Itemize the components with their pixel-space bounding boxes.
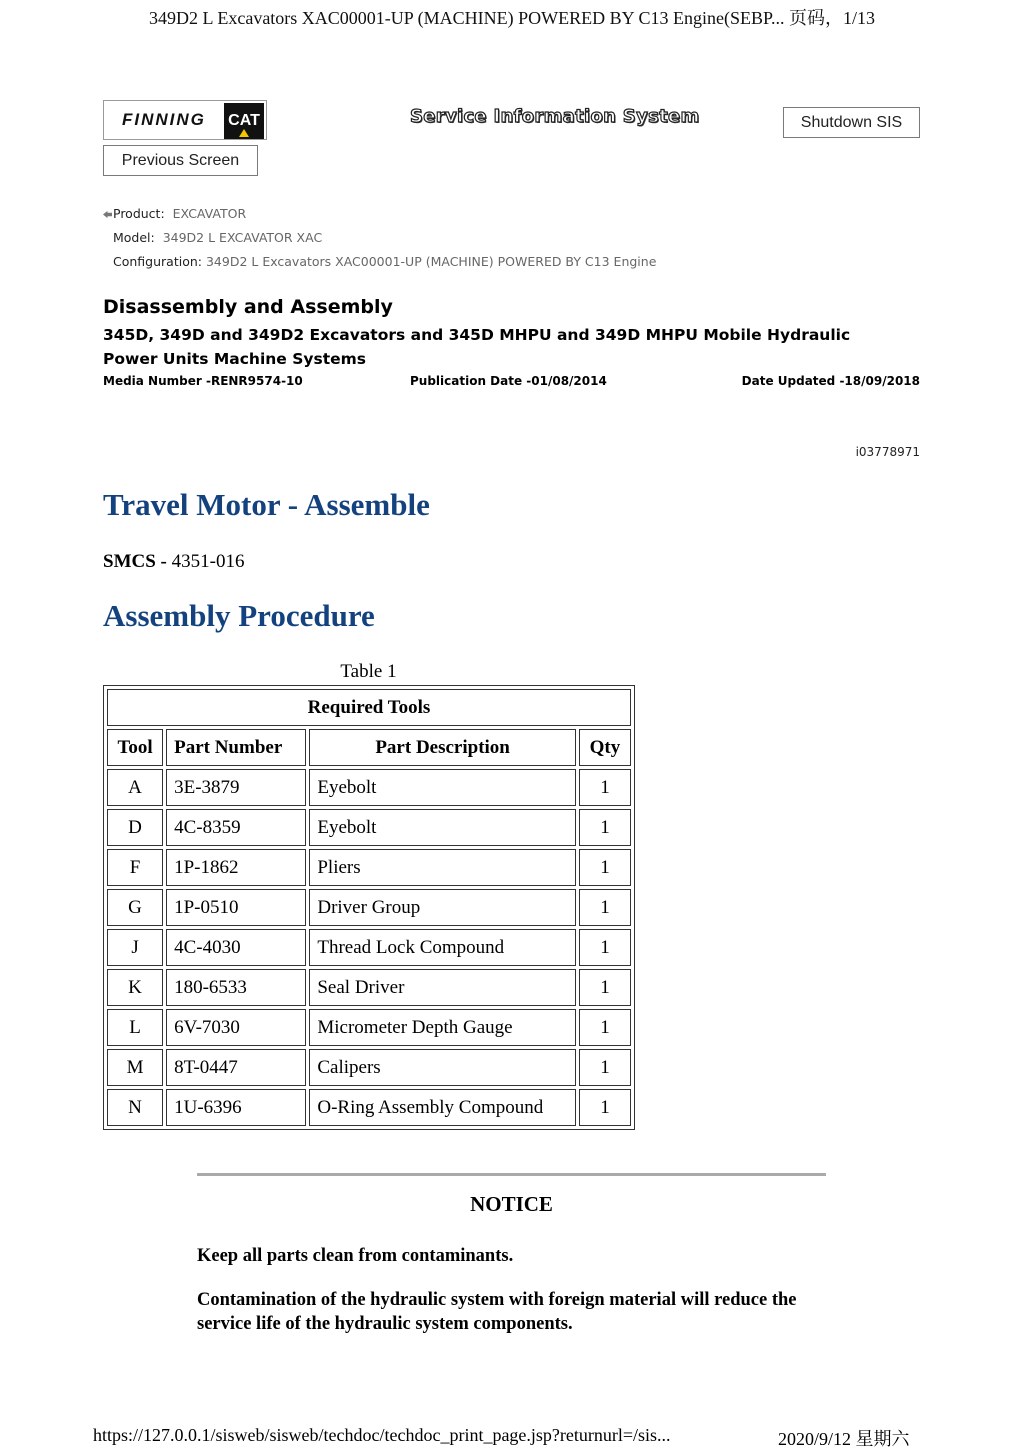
finning-cat-logo [103, 100, 267, 140]
cell-part-description: Eyebolt [309, 769, 576, 806]
cell-part-description: Seal Driver [309, 969, 576, 1006]
column-header-qty: Qty [579, 729, 631, 766]
notice-paragraph-2: Contamination of the hydraulic system with foreign material will reduce the service life of the hydraulic system components. [197, 1290, 797, 1334]
cell-tool: L [107, 1009, 163, 1046]
column-header-tool: Tool [107, 729, 163, 766]
cell-qty: 1 [579, 1009, 631, 1046]
notice-heading: NOTICE [470, 1192, 553, 1216]
print-header: 349D2 L Excavators XAC00001-UP (MACHINE) POWERED BY C13 Engine(SEBP... 页码，1/13 [149, 8, 875, 28]
table-row [107, 769, 631, 806]
smcs-value: 4351-016 [171, 551, 245, 572]
cell-qty: 1 [579, 1089, 631, 1126]
configuration-value: 349D2 L Excavators XAC00001-UP (MACHINE) POWERED BY C13 Engine [205, 254, 657, 269]
table-row [107, 849, 631, 886]
cell-tool: K [107, 969, 163, 1006]
cell-tool: N [107, 1089, 163, 1126]
cell-qty: 1 [579, 889, 631, 926]
publication-date: Publication Date -01/08/2014 [410, 374, 607, 388]
table-row [107, 889, 631, 926]
cell-part-number: 4C-4030 [166, 929, 306, 966]
arrow-left-icon [103, 210, 112, 219]
product-value: EXCAVATOR [172, 206, 247, 221]
table-row [107, 1089, 631, 1126]
footer-date: 2020/9/12 星期六 [778, 1429, 910, 1449]
smcs-label: SMCS - [103, 551, 167, 572]
cell-qty: 1 [579, 809, 631, 846]
cell-part-number: 1U-6396 [166, 1089, 306, 1126]
cell-qty: 1 [579, 969, 631, 1006]
cell-tool: A [107, 769, 163, 806]
cell-part-description: Thread Lock Compound [309, 929, 576, 966]
product-line [103, 206, 246, 221]
cell-part-description: Calipers [309, 1049, 576, 1086]
cell-part-description: O-Ring Assembly Compound [309, 1089, 576, 1126]
sis-title: Service Information System [410, 106, 700, 127]
media-number: Media Number -RENR9574-10 [103, 374, 303, 388]
cell-qty: 1 [579, 849, 631, 886]
configuration-line [113, 254, 656, 269]
column-header-part-number: Part Number [166, 729, 306, 766]
cell-part-number: 6V-7030 [166, 1009, 306, 1046]
page-title: Travel Motor - Assemble [103, 487, 430, 522]
smcs-line [103, 551, 244, 573]
configuration-label: Configuration: [113, 254, 202, 269]
table-row [107, 969, 631, 1006]
table-header-row [107, 729, 631, 766]
cell-part-number: 180-6533 [166, 969, 306, 1006]
notice-paragraph-1: Keep all parts clean from contaminants. [197, 1246, 514, 1266]
product-label: Product: [113, 206, 165, 221]
required-tools-table [103, 685, 635, 1130]
table-caption: Table 1 [340, 661, 397, 682]
cell-qty: 1 [579, 1049, 631, 1086]
table-title-row [107, 689, 631, 726]
cat-triangle-icon [239, 129, 249, 137]
cell-part-description: Eyebolt [309, 809, 576, 846]
footer-url: https://127.0.0.1/sisweb/sisweb/techdoc/techdoc_print_page.jsp?returnurl=/sis... [93, 1425, 671, 1445]
model-value: 349D2 L EXCAVATOR XAC [162, 230, 323, 245]
cell-tool: F [107, 849, 163, 886]
table-row [107, 1009, 631, 1046]
column-header-part-description: Part Description [309, 729, 576, 766]
previous-screen-button[interactable]: Previous Screen [103, 145, 258, 176]
table-row [107, 809, 631, 846]
document-subtitle: 345D, 349D and 349D2 Excavators and 345D MHPU and 349D MHPU Mobile Hydraulic Power Units Machine Systems [103, 326, 851, 368]
document-id: i03778971 [855, 445, 920, 459]
cell-tool: G [107, 889, 163, 926]
cell-part-number: 8T-0447 [166, 1049, 306, 1086]
model-line [113, 230, 322, 245]
table-title: Required Tools [107, 689, 631, 726]
cell-tool: J [107, 929, 163, 966]
section-heading: Disassembly and Assembly [103, 296, 393, 318]
cell-part-number: 3E-3879 [166, 769, 306, 806]
cell-part-description: Pliers [309, 849, 576, 886]
cell-qty: 1 [579, 929, 631, 966]
procedure-heading: Assembly Procedure [103, 598, 375, 633]
table-row [107, 1049, 631, 1086]
model-label: Model: [113, 230, 155, 245]
cell-qty: 1 [579, 769, 631, 806]
cell-part-description: Micrometer Depth Gauge [309, 1009, 576, 1046]
finning-logo-text: FINNING [122, 110, 206, 129]
cat-logo-text: CAT [228, 112, 260, 129]
shutdown-sis-button[interactable]: Shutdown SIS [783, 107, 920, 138]
cell-part-number: 1P-1862 [166, 849, 306, 886]
cell-part-description: Driver Group [309, 889, 576, 926]
table-row [107, 929, 631, 966]
cell-part-number: 1P-0510 [166, 889, 306, 926]
date-updated: Date Updated -18/09/2018 [741, 374, 920, 388]
cell-tool: D [107, 809, 163, 846]
cell-part-number: 4C-8359 [166, 809, 306, 846]
cell-tool: M [107, 1049, 163, 1086]
cat-logo [224, 103, 264, 139]
notice-divider [197, 1173, 826, 1176]
